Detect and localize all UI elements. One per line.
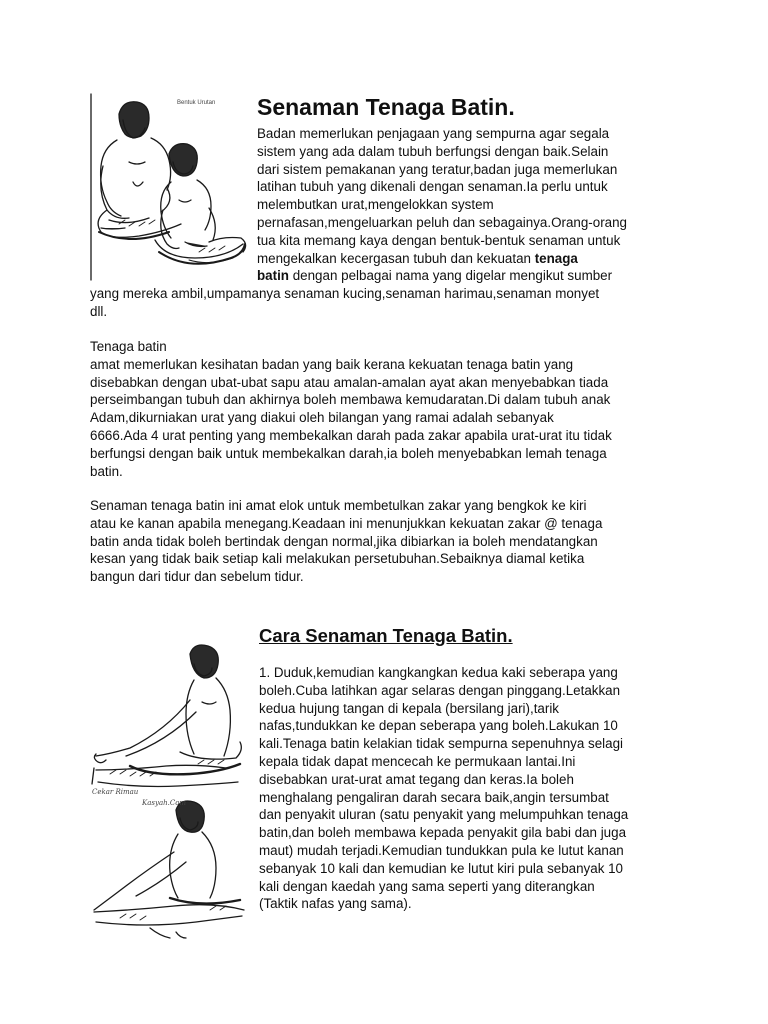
step-line: dan penyakit uluran (satu penyakit yang melumpuhkan tenaga <box>259 807 629 823</box>
page-title: Senaman Tenaga Batin. <box>257 94 515 120</box>
body-line: amat memerlukan kesihatan badan yang baik kerana kekuatan tenaga batin yang <box>90 356 574 372</box>
step-line: kali dengan kaedah yang sama seperti yang diterangkan <box>259 878 595 894</box>
intro-line: tua kita memang kaya dengan bentuk-bentuk senaman untuk <box>257 232 621 248</box>
step-line: sebanyak 10 kali dan kemudian ke lutut kiri pula sebanyak 10 <box>259 860 624 876</box>
intro-line: sistem yang ada dalam tubuh berfungsi dengan baik.Selain <box>257 143 609 159</box>
body-line: perseimbangan tubuh dan akhirnya boleh membawa kemudaratan.Di dalam tubuh anak <box>90 392 611 408</box>
figure-caption: Kasyah.Com <box>142 799 187 807</box>
stretching-figure <box>90 642 250 942</box>
intro-line: dari sistem pemakanan yang teratur,badan juga memerlukan <box>257 161 618 177</box>
body-line: atau ke kanan apabila menegang.Keadaan ini menunjukkan kekuatan zakar @ tenaga <box>90 515 603 531</box>
intro-line: melembutkan urat,mengelokkan system <box>257 197 494 213</box>
intro-line: dll. <box>90 303 108 319</box>
section-title: Cara Senaman Tenaga Batin. <box>259 625 513 646</box>
intro-line-mixed <box>257 250 578 268</box>
intro-text: mengekalkan kecergasan tubuh dan kekuatan <box>257 250 535 266</box>
body-line: kesan yang tidak baik setiap kali melakukan persetubuhan.Sebaiknya diamal ketika <box>90 551 585 567</box>
intro-line: yang mereka ambil,umpamanya senaman kucing,senaman harimau,senaman monyet <box>90 286 600 301</box>
cara-steps <box>259 664 689 924</box>
meditation-figure <box>89 92 249 284</box>
body-line: Adam,dikurniakan urat yang diakui oleh bilangan yang ramai adalah sebanyak <box>90 410 554 426</box>
step-line: menghalang pengaliran darah secara baik,angin tersumbat <box>259 789 609 805</box>
step-line: boleh.Cuba latihkan agar selaras dengan pinggang.Letakkan <box>259 682 621 698</box>
body-line: bangun dari tidur dan sebelum tidur. <box>90 569 304 585</box>
step-line: kedua hujung tangan di kepala (bersilang jari),tarik <box>259 700 559 716</box>
body-line: 6666.Ada 4 urat penting yang membekalkan darah pada zakar apabila urat-urat itu tidak <box>90 428 612 443</box>
step-line: batin,dan boleh membawa kepada penyakit gila babi dan juga <box>259 825 627 841</box>
step-line: disebabkan urat-urat amat tegang dan keras.Ia boleh <box>259 771 574 787</box>
step-line: nafas,tundukkan ke depan seberapa yang boleh.Lakukan 10 <box>259 718 618 734</box>
intro-paragraph <box>257 125 677 285</box>
figure-caption: Cekar Rimau <box>92 788 139 796</box>
body-line: disebabkan dengan ubat-ubat sapu atau amalan-amalan ayat akan menyebabkan tiada <box>90 374 609 390</box>
meditation-illustration <box>89 92 249 284</box>
intro-text: dengan pelbagai nama yang digelar mengikut sumber <box>289 268 613 284</box>
senaman-section <box>90 497 690 597</box>
body-line: batin. <box>90 463 123 479</box>
intro-bold-text: batin <box>257 268 289 284</box>
figure-caption: Bentuk Urutan <box>177 100 216 106</box>
body-line: batin anda tidak boleh bertindak dengan normal,jika dibiarkan ia boleh mendatangkan <box>90 533 598 549</box>
step-line: (Taktik nafas yang sama). <box>259 896 412 912</box>
body-line: Senaman tenaga batin ini amat elok untuk membetulkan zakar yang bengkok ke kiri <box>90 498 587 513</box>
intro-wide-lines <box>90 285 690 325</box>
intro-bold-text: tenaga <box>534 250 578 266</box>
section-heading: Tenaga batin <box>90 339 167 354</box>
body-line: berfungsi dengan baik untuk membekalkan darah,ia boleh menyebabkan lemah tenaga <box>90 445 607 461</box>
intro-line-mixed <box>257 267 612 285</box>
step-line: 1. Duduk,kemudian kangkangkan kedua kaki seberapa yang <box>259 665 618 680</box>
intro-line: pernafasan,mengeluarkan peluh dan sebagainya.Orang-orang <box>257 215 627 230</box>
tenaga-batin-section <box>90 338 690 488</box>
intro-line: Badan memerlukan penjagaan yang sempurna agar segala <box>257 126 610 141</box>
step-line: kali.Tenaga batin kelakian tidak sempurna sepenuhnya selagi <box>259 736 624 752</box>
step-line: kepala tidak dapat mencecah ke permukaan lantai.Ini <box>259 754 576 769</box>
step-line: maut) mudah terjadi.Kemudian tundukkan pula ke lutut kanan <box>259 843 624 858</box>
intro-line: latihan tubuh yang dikenali dengan senaman.Ia perlu untuk <box>257 179 608 195</box>
